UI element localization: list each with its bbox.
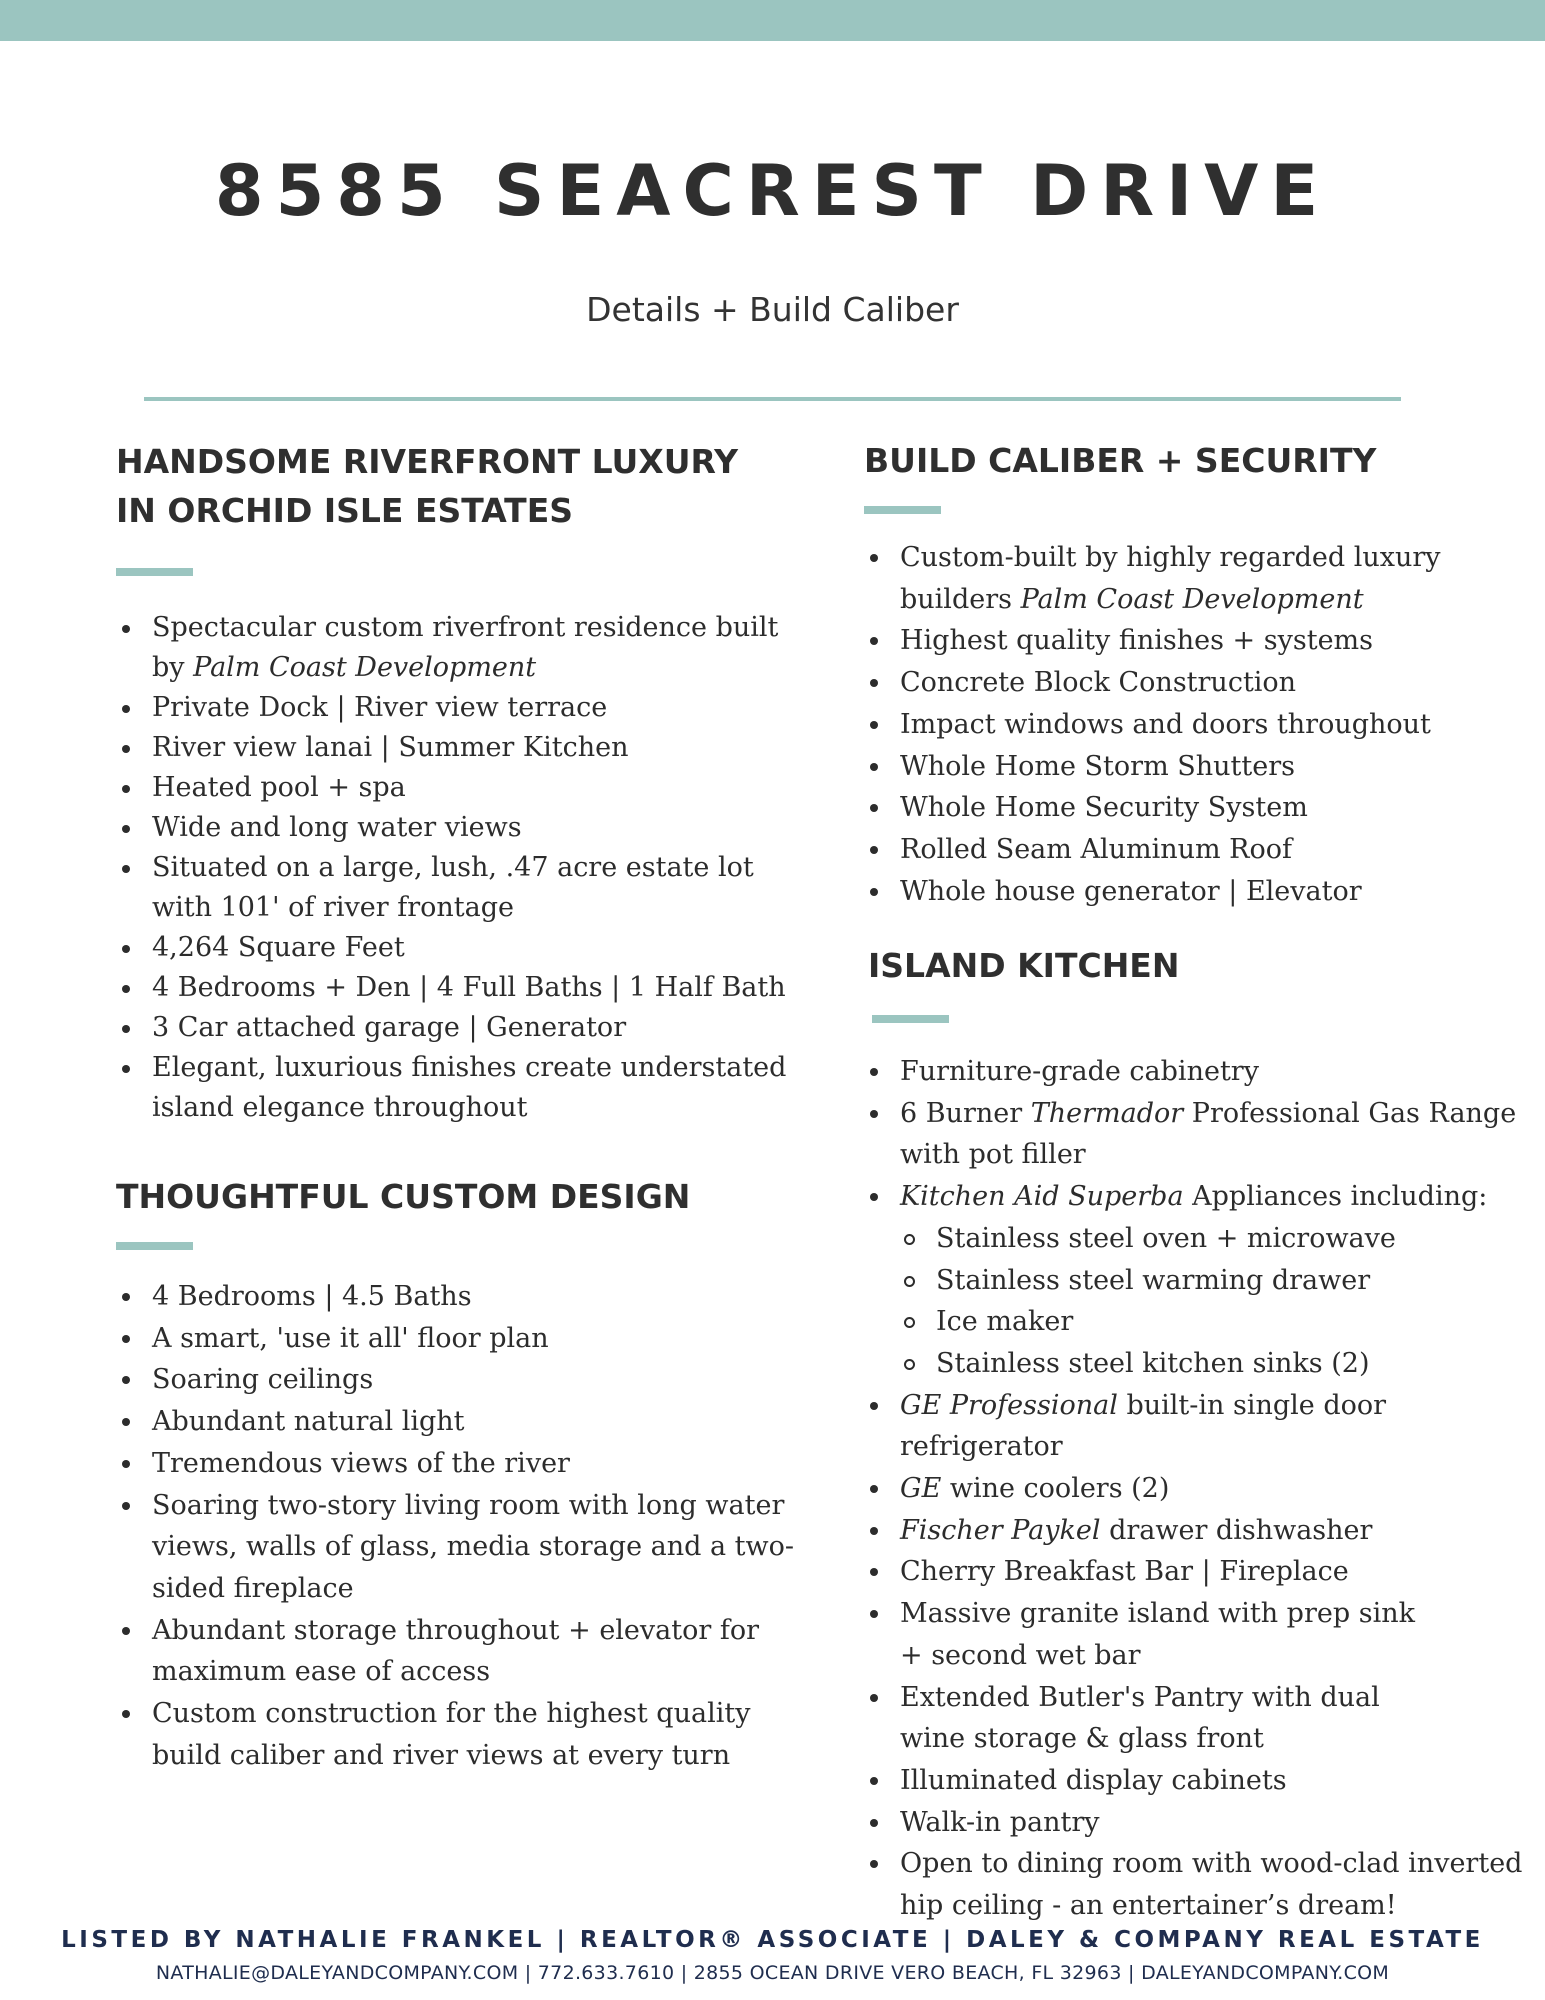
sub-list-item [864,1343,1534,1385]
item-text: Illuminated display cabinets [900,1764,1287,1796]
list-item [864,1551,1534,1593]
list-item [864,871,1534,913]
item-text: 4,264 Square Feet [152,932,405,963]
item-text: Spectacular custom riverfront residence built by [152,612,779,683]
list-item [116,728,796,768]
list-item [864,704,1534,746]
page-subtitle: Details + Build Caliber [586,290,959,329]
list-item [116,1610,796,1693]
list-item [116,1318,796,1360]
item-text: Elegant, luxurious finishes create understated island elegance throughout [152,1052,787,1123]
item-text: Wide and long water views [152,812,522,843]
list-item [864,787,1534,829]
header-divider [144,397,1401,401]
item-text: Abundant storage throughout + elevator for maximum ease of access [152,1614,760,1688]
list-item [116,1485,796,1610]
item-text: Whole house generator | Elevator [900,875,1362,907]
item-text: Private Dock | River view terrace [152,692,608,723]
item-italic-text: Fischer Paykel [900,1514,1101,1546]
list-item [864,1385,1534,1468]
section-heading: BUILD CALIBER + SECURITY [864,441,1377,480]
item-text: Impact windows and doors throughout [900,708,1431,740]
list-item [864,1176,1534,1218]
feature-list [864,1051,1534,1927]
item-text: wine coolers (2) [941,1473,1170,1505]
section-build [864,436,1534,912]
list-item [116,1359,796,1401]
list-item [116,1443,796,1485]
list-item [116,848,796,928]
list-item [116,1401,796,1443]
list-item [116,968,796,1008]
item-text: Abundant natural light [152,1406,465,1438]
list-item [864,1593,1534,1676]
item-italic-text: Kitchen Aid Superba [900,1181,1184,1213]
top-accent-bar [0,0,1545,41]
heading-accent [116,1242,193,1250]
item-text: Whole Home Storm Shutters [900,750,1295,782]
sub-list-item [864,1301,1534,1343]
item-text: 4 Bedrooms + Den | 4 Full Baths | 1 Half Bath [152,972,786,1003]
section-heading: THOUGHTFUL CUSTOM DESIGN [116,1177,691,1216]
item-text: Cherry Breakfast Bar | Fireplace [900,1556,1349,1588]
item-text: 4 Bedrooms | 4.5 Baths [152,1281,472,1312]
item-italic-text: Palm Coast Development [1020,583,1364,615]
section-heading: HANDSOME RIVERFRONT LUXURY IN ORCHID ISLE ESTATES [116,442,739,530]
item-text: Stainless steel kitchen sinks (2) [936,1347,1370,1379]
list-item [116,928,796,968]
item-text: Stainless steel oven + microwave [936,1222,1396,1254]
item-text: River view lanai | Summer Kitchen [152,732,629,763]
item-italic-text: Palm Coast Development [193,652,537,683]
item-text: 3 Car attached garage | Generator [152,1012,627,1043]
item-text: Rolled Seam Aluminum Roof [900,833,1293,865]
list-item [864,1051,1534,1093]
list-item [116,688,796,728]
page-title: 8585 SEACREST DRIVE [214,150,1331,232]
item-text: Highest quality finishes + systems [900,625,1374,657]
item-text: Whole Home Security System [900,792,1308,824]
item-text: built-in single door refrigerator [900,1389,1387,1463]
item-text: Custom construction for the highest quality build caliber and river views at every turn [152,1698,751,1771]
list-item [864,1677,1534,1760]
item-text: Appliances including: [1183,1181,1488,1213]
list-item [864,537,1534,620]
list-item [116,608,796,688]
item-text: Situated on a large, lush, .47 acre estate lot with 101' of river frontage [152,852,754,923]
item-text: drawer dishwasher [1100,1514,1373,1546]
item-text: Soaring two-story living room with long water views, walls of glass, media storage and a two-sided fireplace [152,1489,795,1604]
list-item [116,1276,796,1318]
list-item [116,1008,796,1048]
section-kitchen [864,941,1534,1927]
item-italic-text: GE Professional [900,1389,1118,1421]
list-item [116,1048,796,1128]
item-italic-text: Thermador [1030,1097,1184,1129]
item-text: Open to dining room with wood-clad inverted hip ceiling - an entertainer’s dream! [900,1848,1523,1922]
item-text: Heated pool + spa [152,772,406,803]
item-text: Stainless steel warming drawer [936,1264,1371,1296]
list-item [864,1760,1534,1802]
item-text: Tremendous views of the river [152,1447,570,1479]
item-text: 6 Burner [900,1097,1031,1129]
footer-listing-agent: LISTED BY NATHALIE FRANKEL | REALTOR® ASSOCIATE | DALEY & COMPANY REAL ESTATE [61,1927,1484,1953]
list-item [116,1693,796,1776]
list-item [864,620,1534,662]
list-item [116,808,796,848]
heading-accent [116,568,193,576]
section-riverfront [116,437,796,1128]
list-item [864,1802,1534,1844]
item-italic-text: GE [900,1473,942,1505]
feature-list [116,1276,796,1776]
list-item [864,1468,1534,1510]
heading-accent [864,506,941,514]
section-heading: ISLAND KITCHEN [868,946,1180,985]
item-text: Ice maker [936,1306,1074,1338]
list-item [864,1843,1534,1926]
item-text: Professional Gas Range with pot filler [900,1097,1517,1171]
item-text: Concrete Block Construction [900,667,1297,699]
feature-list [116,608,796,1128]
item-text: Furniture-grade cabinetry [900,1056,1259,1087]
item-text: Walk-in pantry [900,1806,1100,1838]
list-item [864,662,1534,704]
item-text: Massive granite island with prep sink + second wet bar [900,1598,1415,1671]
list-item [864,829,1534,871]
list-item [116,768,796,808]
sub-list-item [864,1260,1534,1302]
item-text: A smart, 'use it all' floor plan [152,1322,549,1354]
item-text: Soaring ceilings [152,1364,374,1396]
feature-list [864,537,1534,912]
item-text: Extended Butler's Pantry with dual wine storage & glass front [900,1681,1380,1755]
list-item [864,1510,1534,1552]
list-item [864,1093,1534,1176]
list-item [864,746,1534,788]
sub-list-item [864,1218,1534,1260]
section-design [116,1172,796,1776]
heading-accent [872,1015,949,1023]
footer-contact: NATHALIE@DALEYANDCOMPANY.COM | 772.633.7610 | 2855 OCEAN DRIVE VERO BEACH, FL 32963 | DALEYANDCOMPANY.COM [155,1962,1390,1984]
item-text: Custom-built by highly regarded luxury builders [900,542,1441,615]
